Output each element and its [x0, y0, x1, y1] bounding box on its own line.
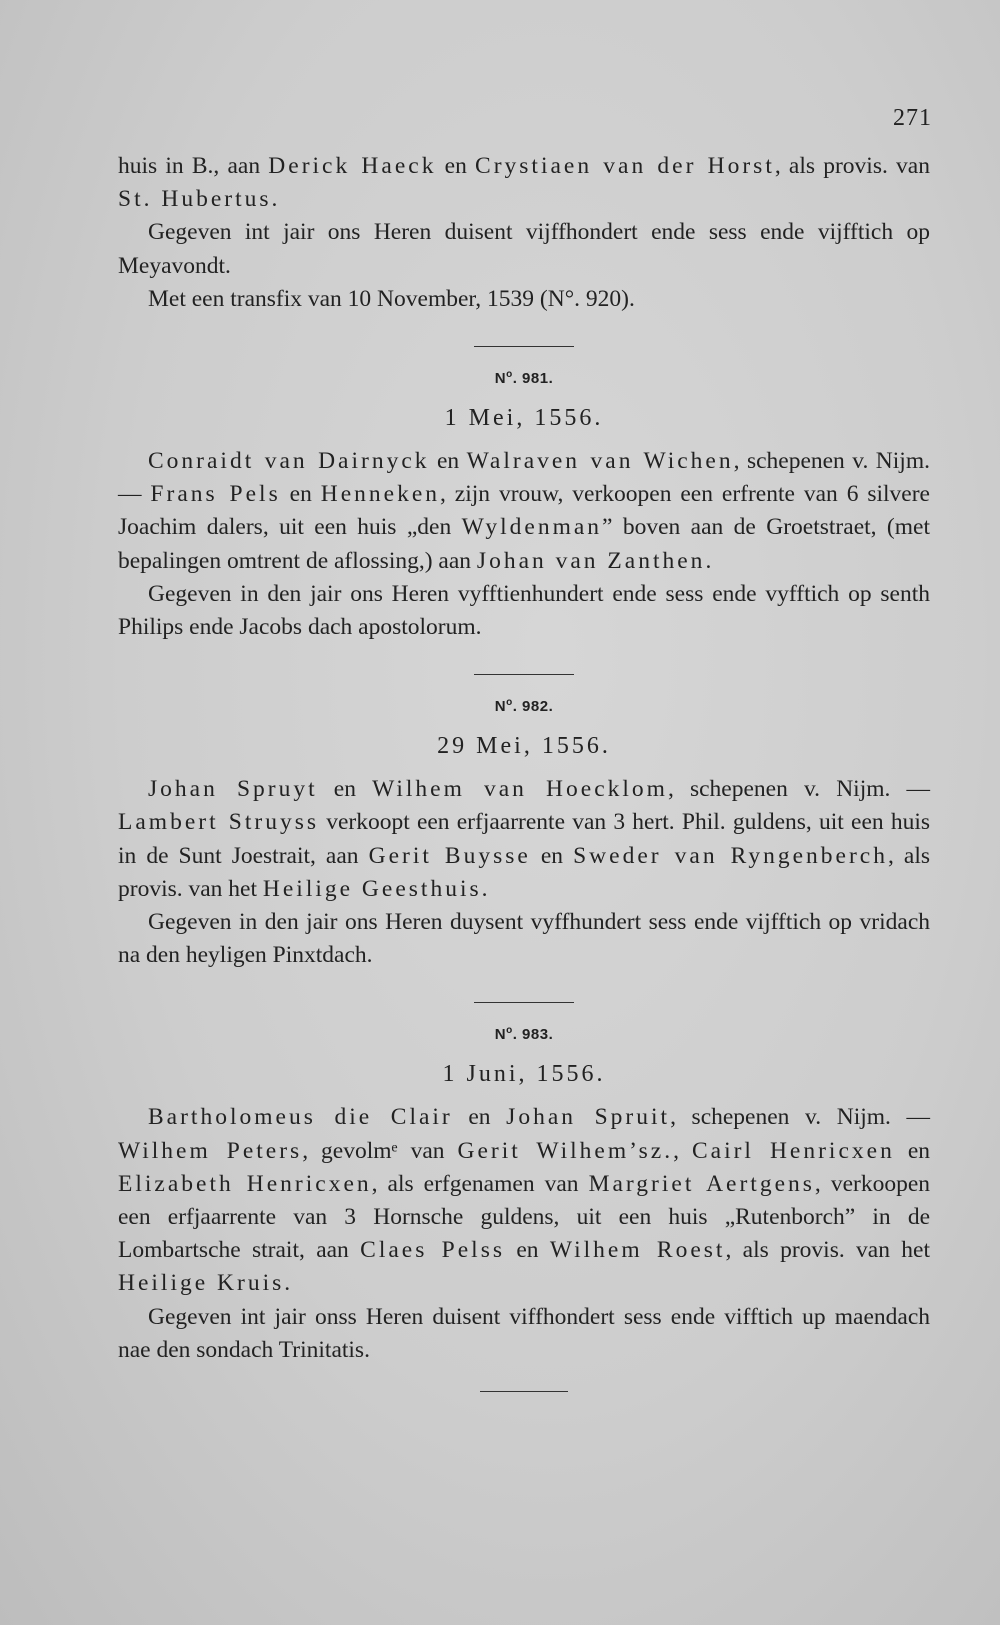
spaced-name: Wilhem Roest: [549, 1237, 726, 1264]
entry-given: Gegeven in den jair ons Heren duysent vyffhundert sess ende vijfftich op vridach na den heyligen Pinxtdach.: [118, 909, 930, 969]
intro-paragraph: [118, 150, 930, 216]
spaced-name: Johan Spruit: [506, 1104, 671, 1131]
text-run: , zijn vrouw, verkoopen een erfrente van 6 silvere Joachim dalers, uit een huis „den: [118, 481, 930, 541]
spaced-name: Crystiaen van der Horst: [475, 153, 775, 179]
section-divider: [474, 346, 574, 347]
text-run: en: [530, 842, 574, 869]
entry-given: Gegeven int jair onss Heren duisent viffhondert sess ende vifftich up maendach nae den sondach Trinitatis.: [118, 1303, 930, 1363]
spaced-name: Sweder van Ryngenberch: [573, 842, 888, 869]
text-run: , als erfgenamen van: [371, 1170, 589, 1197]
section-divider: [474, 674, 574, 675]
spaced-name: Cairl Henricxen: [691, 1137, 895, 1164]
entry-date: 1 Mei, 1556.: [444, 405, 604, 432]
text-run: , als provis. van het: [118, 842, 930, 902]
entry-body: [118, 1101, 930, 1300]
text-run: , schepenen v. Nijm. —: [118, 448, 930, 508]
intro-given-paragraph: Gegeven int jair ons Heren duisent vijffhondert ende sess ende vijfftich op Meyavondt.: [118, 219, 930, 279]
entry-body: [118, 773, 930, 906]
entry-date: 1 Juni, 1556.: [442, 1061, 606, 1088]
spaced-name: Walraven van Wichen: [466, 448, 734, 475]
text-run: en: [894, 1137, 931, 1164]
entry-given: Gegeven in den jair ons Heren vyfftienhundert ende sess ende vyfftich op senth Philips ende Jacobs dach apostolorum.: [118, 580, 930, 641]
entry-number: $N^o$. 983.: [494, 1025, 554, 1044]
text-run: verkoopt een erfjaarrente van 3 hert. Phil. guldens, uit een huis in de Sunt Joestrait, aan: [118, 809, 930, 869]
spaced-name: Margriet Aertgens: [588, 1170, 815, 1197]
intro-transfix-paragraph: Met een transfix van 10 November, 1539 (N°. 920).: [148, 285, 635, 312]
spaced-name: Claes Pelss: [360, 1237, 505, 1264]
spaced-name: Heilige Geesthuis: [262, 875, 482, 902]
text-run: , als provis. van het: [725, 1237, 931, 1264]
text-run: .: [284, 1270, 291, 1297]
text-run: , gevolmᵉ van: [302, 1137, 458, 1164]
text-run: en: [317, 776, 373, 803]
spaced-name: Bartholomeus die Clair: [148, 1104, 453, 1131]
spaced-name: St. Hubertus: [118, 186, 272, 213]
spaced-name: Conraidt van Dairnyck: [148, 448, 430, 475]
spaced-name: Wyldenman: [461, 514, 603, 541]
spaced-name: Frans Pels: [150, 481, 281, 508]
spaced-name: Gerit Wilhem’sz.: [457, 1137, 674, 1164]
spaced-name: Elizabeth Henricxen: [118, 1170, 372, 1197]
text-run: en: [505, 1237, 550, 1264]
text-run: en: [452, 1104, 507, 1131]
spaced-name: Lambert Struyss: [118, 809, 320, 836]
text-run: .: [271, 186, 278, 213]
spaced-name: Johan van Zanthen: [476, 547, 706, 574]
text-run: .: [705, 547, 712, 574]
text-run: en: [436, 153, 476, 179]
entry-date: 29 Mei, 1556.: [437, 733, 611, 760]
spaced-name: Derick Haeck: [268, 153, 437, 179]
spaced-name: Heilige Kruis: [118, 1270, 285, 1297]
spaced-name: Johan Spruyt: [148, 776, 318, 803]
text-run: , verkoopen een erfjaarrente van 3 Hornsche guldens, uit een huis „Rutenborch” in de Lombartsche strait, aan: [118, 1170, 931, 1264]
page-number: 271: [893, 105, 932, 131]
spaced-name: Gerit Buysse: [368, 842, 531, 869]
spaced-name: Wilhem van Hoecklom: [372, 776, 668, 803]
text-run: ” boven aan de Groetstraet, (met bepalingen omtrent de aflossing,) aan: [118, 514, 930, 574]
text-run: en: [429, 448, 467, 475]
text-run: ,: [673, 1137, 692, 1164]
page-content: [118, 150, 930, 1408]
entry-number: $N^o$. 982.: [494, 697, 554, 716]
text-run: , als provis. van: [774, 153, 930, 179]
text-run: , schepenen v. Nijm. —: [670, 1104, 931, 1131]
text-run: .: [481, 875, 488, 902]
entry-body: [118, 445, 930, 578]
text-run: , schepenen v. Nijm. —: [667, 776, 931, 803]
text-run: huis in B., aan: [118, 153, 269, 179]
spaced-name: Henneken: [320, 481, 441, 508]
section-divider: [474, 1002, 574, 1003]
text-run: en: [280, 481, 321, 508]
end-divider: [480, 1391, 568, 1392]
entry-number: $N^o$. 981.: [494, 369, 554, 388]
spaced-name: Wilhem Peters: [118, 1137, 303, 1164]
